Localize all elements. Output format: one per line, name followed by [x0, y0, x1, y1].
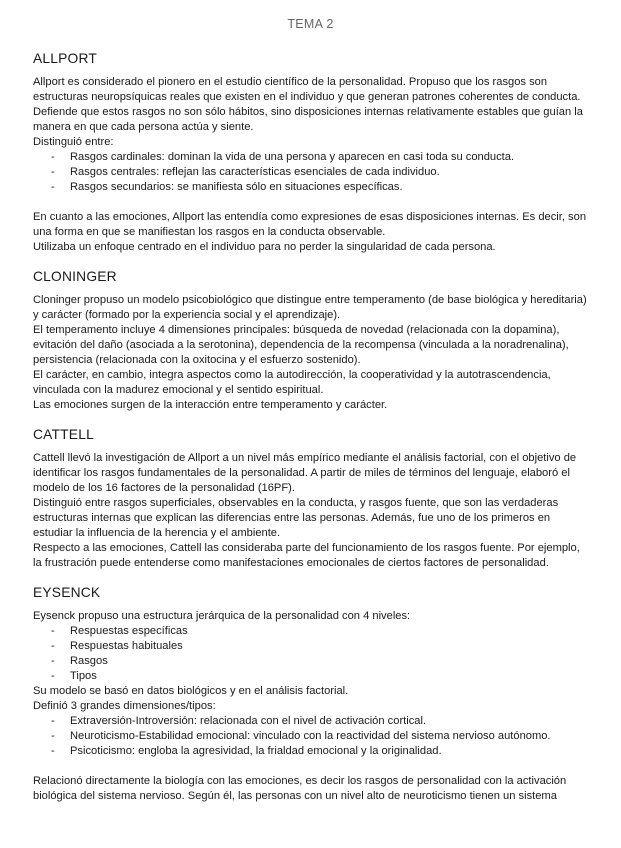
- dimensions-list: [33, 714, 588, 759]
- list-item: [51, 654, 588, 669]
- document-title: TEMA 2: [287, 17, 334, 31]
- paragraph: En cuanto a las emociones, Allport las entendía como expresiones de esas disposiciones internas. Es decir, son una forma en que se manifiestan los rasgos en la conducta observable.: [33, 211, 587, 238]
- dash-bullet-icon: -: [51, 166, 55, 178]
- dash-bullet-icon: -: [51, 730, 55, 742]
- list-item: [51, 180, 588, 195]
- dash-bullet-icon: -: [51, 151, 55, 163]
- paragraph: Eysenck propuso una estructura jerárquica de la personalidad con 4 niveles:: [33, 610, 411, 622]
- section-allport: [33, 51, 588, 255]
- section-cattell: [33, 427, 588, 571]
- list-item-text: Respuestas habituales: [70, 640, 183, 652]
- dash-bullet-icon: -: [51, 670, 55, 682]
- levels-list: [33, 624, 588, 684]
- paragraph: El carácter, en cambio, integra aspectos como la autodirección, la cooperatividad y la autotrascendencia, vinculada con la madurez emocional y el sentido espiritual.: [33, 369, 551, 396]
- paragraph: Utilizaba un enfoque centrado en el individuo para no perder la singularidad de cada persona.: [33, 241, 496, 253]
- section-cloninger: [33, 269, 588, 413]
- list-item-text: Tipos: [70, 670, 97, 682]
- list-item-text: Respuestas específicas: [70, 625, 188, 637]
- list-item: [51, 624, 588, 639]
- section-eysenck: [33, 585, 588, 804]
- paragraph: Allport es considerado el pionero en el estudio científico de la personalidad. Propuso que los rasgos son estructuras neuropsíquicas reales que existen en el individuo y que generan patrones coherentes de conducta. Defiende que estos rasgos no son sólo hábitos, sino disposiciones internas relativamente estables que guían la manera en que cada persona actúa y siente.: [33, 76, 583, 133]
- section-heading-allport: ALLPORT: [33, 51, 98, 66]
- paragraph: El temperamento incluye 4 dimensiones principales: búsqueda de novedad (relacionada con la dopamina), evitación del daño (asociada a la serotonina), dependencia de la recompensa (vinculada a la noradrenalina), persistencia (relacionada con la oxitocina y el esfuerzo sostenido).: [33, 324, 569, 366]
- list-item: [51, 639, 588, 654]
- section-gap: [33, 255, 588, 269]
- trait-types-list: [33, 150, 588, 195]
- list-item: [51, 150, 588, 165]
- section-gap: [33, 413, 588, 427]
- dash-bullet-icon: -: [51, 745, 55, 757]
- paragraph: Cattell llevó la investigación de Allport a un nivel más empírico mediante el análisis factorial, con el objetivo de identificar los rasgos fundamentales de la personalidad. A partir de miles de términos del lenguaje, elaboró el modelo de los 16 factores de la personalidad (16PF).: [33, 452, 577, 494]
- list-item-text: Rasgos secundarios: se manifiesta sólo en situaciones específicas.: [70, 181, 403, 193]
- spacer: [33, 195, 588, 210]
- dash-bullet-icon: -: [51, 625, 55, 637]
- paragraph: Distinguió entre rasgos superficiales, observables en la conducta, y rasgos fuente, que son las verdaderas estructuras internas que explican las diferencias entre las personas. Además, fue uno de los primeros en estudiar la influencia de la herencia y el ambiente.: [33, 497, 559, 539]
- paragraph: Definió 3 grandes dimensiones/tipos:: [33, 700, 216, 712]
- list-item-text: Rasgos cardinales: dominan la vida de una persona y aparecen en casi toda su conducta.: [70, 151, 515, 163]
- list-item: [51, 729, 588, 744]
- paragraph: Las emociones surgen de la interacción entre temperamento y carácter.: [33, 399, 388, 411]
- list-item-text: Psicoticismo: engloba la agresividad, la frialdad emocional y la originalidad.: [70, 745, 442, 757]
- list-item-text: Neuroticismo-Estabilidad emocional: vinculado con la reactividad del sistema nervioso autónomo.: [70, 730, 551, 742]
- paragraph: Distinguió entre:: [33, 136, 114, 148]
- list-item-text: Extraversión-Introversión: relacionada con el nivel de activación cortical.: [70, 715, 427, 727]
- list-item-text: Rasgos: [70, 655, 108, 667]
- dash-bullet-icon: -: [51, 640, 55, 652]
- spacer: [33, 759, 588, 774]
- paragraph: Cloninger propuso un modelo psicobiológico que distingue entre temperamento (de base biológica y hereditaria) y carácter (formado por la experiencia social y el aprendizaje).: [33, 294, 587, 321]
- section-heading-cloninger: CLONINGER: [33, 269, 117, 284]
- section-gap: [33, 571, 588, 585]
- list-item: [51, 714, 588, 729]
- dash-bullet-icon: -: [51, 655, 55, 667]
- paragraph: Relacionó directamente la biología con las emociones, es decir los rasgos de personalidad con la activación biológica del sistema nervioso. Según él, las personas con un nivel alto de neuroticismo tienen un sistema: [33, 775, 567, 802]
- dash-bullet-icon: -: [51, 715, 55, 727]
- section-heading-eysenck: EYSENCK: [33, 585, 101, 600]
- list-item: [51, 669, 588, 684]
- dash-bullet-icon: -: [51, 181, 55, 193]
- list-item: [51, 744, 588, 759]
- section-heading-cattell: CATTELL: [33, 427, 94, 442]
- paragraph: Respecto a las emociones, Cattell las consideraba parte del funcionamiento de los rasgos fuente. Por ejemplo, la frustración puede entenderse como manifestaciones emocionales de ciertos factores de personalidad.: [33, 542, 580, 569]
- paragraph: Su modelo se basó en datos biológicos y en el análisis factorial.: [33, 685, 349, 697]
- list-item-text: Rasgos centrales: reflejan las características esenciales de cada individuo.: [70, 166, 440, 178]
- list-item: [51, 165, 588, 180]
